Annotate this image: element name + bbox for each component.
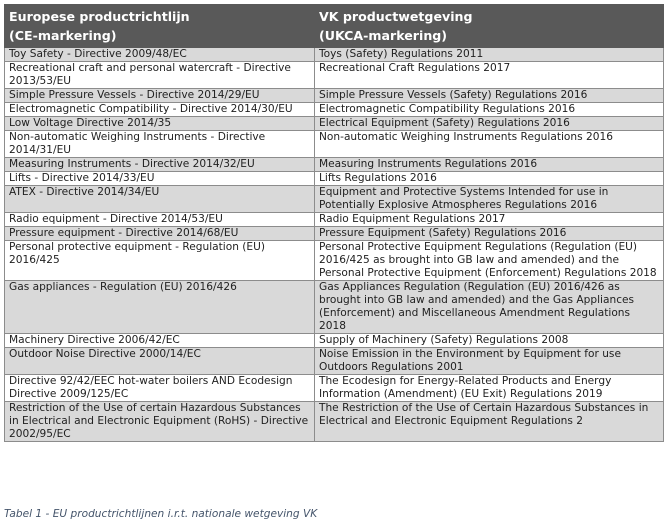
header-eu-line1: Europese productrichtlijn	[9, 9, 190, 24]
eu-cell: Simple Pressure Vessels - Directive 2014/29/EU	[5, 89, 315, 103]
uk-cell: Pressure Equipment (Safety) Regulations 2016	[315, 227, 664, 241]
eu-cell: Gas appliances - Regulation (EU) 2016/426	[5, 281, 315, 334]
table-caption: Tabel 1 - EU productrichtlijnen i.r.t. nationale wetgeving VK	[4, 508, 318, 520]
table-row	[5, 348, 664, 375]
uk-cell: The Restriction of the Use of Certain Hazardous Substances in Electrical and Electronic Equipment Regulations 2	[315, 402, 664, 442]
uk-cell: Simple Pressure Vessels (Safety) Regulations 2016	[315, 89, 664, 103]
table-row	[5, 402, 664, 442]
table-row	[5, 172, 664, 186]
table-row	[5, 117, 664, 131]
uk-cell: Recreational Craft Regulations 2017	[315, 62, 664, 89]
regulations-table	[4, 4, 664, 442]
eu-cell: Directive 92/42/EEC hot-water boilers AND Ecodesign Directive 2009/125/EC	[5, 375, 315, 402]
uk-cell: Lifts Regulations 2016	[315, 172, 664, 186]
table-row	[5, 281, 664, 334]
table-row	[5, 227, 664, 241]
table-row	[5, 131, 664, 158]
uk-cell: The Ecodesign for Energy-Related Products and Energy Information (Amendment) (EU Exit) Regulations 2019	[315, 375, 664, 402]
eu-cell: Non-automatic Weighing Instruments - Directive 2014/31/EU	[5, 131, 315, 158]
uk-cell: Electrical Equipment (Safety) Regulations 2016	[315, 117, 664, 131]
uk-cell: Electromagnetic Compatibility Regulations 2016	[315, 103, 664, 117]
eu-cell: Lifts - Directive 2014/33/EU	[5, 172, 315, 186]
header-uk-legislation	[315, 5, 664, 48]
uk-cell: Personal Protective Equipment Regulations (Regulation (EU) 2016/425 as brought into GB law and amended) and the Personal Protective Equipment (Enforcement) Regulations 2018	[315, 241, 664, 281]
table-row	[5, 375, 664, 402]
table-row	[5, 334, 664, 348]
eu-cell: Outdoor Noise Directive 2000/14/EC	[5, 348, 315, 375]
uk-cell: Gas Appliances Regulation (Regulation (EU) 2016/426 as brought into GB law and amended) and the Gas Appliances (Enforcement) and Miscellaneous Amendment Regulations 2018	[315, 281, 664, 334]
uk-cell: Non-automatic Weighing Instruments Regulations 2016	[315, 131, 664, 158]
header-eu-directive	[5, 5, 315, 48]
header-uk-line1: VK productwetgeving	[319, 9, 473, 24]
eu-cell: Personal protective equipment - Regulation (EU) 2016/425	[5, 241, 315, 281]
eu-cell: Radio equipment - Directive 2014/53/EU	[5, 213, 315, 227]
header-eu-line2: (CE-markering)	[9, 28, 117, 43]
table-row	[5, 89, 664, 103]
eu-cell: Low Voltage Directive 2014/35	[5, 117, 315, 131]
uk-cell: Supply of Machinery (Safety) Regulations 2008	[315, 334, 664, 348]
table-row	[5, 62, 664, 89]
eu-cell: Pressure equipment - Directive 2014/68/EU	[5, 227, 315, 241]
table-row	[5, 241, 664, 281]
uk-cell: Measuring Instruments Regulations 2016	[315, 158, 664, 172]
header-uk-line2: (UKCA-markering)	[319, 28, 448, 43]
uk-cell: Radio Equipment Regulations 2017	[315, 213, 664, 227]
eu-cell: Measuring Instruments - Directive 2014/32/EU	[5, 158, 315, 172]
uk-cell: Equipment and Protective Systems Intended for use in Potentially Explosive Atmospheres Regulations 2016	[315, 186, 664, 213]
uk-cell: Toys (Safety) Regulations 2011	[315, 48, 664, 62]
table-row	[5, 103, 664, 117]
table-row	[5, 158, 664, 172]
table-header-row	[5, 5, 664, 48]
table-row	[5, 186, 664, 213]
eu-cell: Machinery Directive 2006/42/EC	[5, 334, 315, 348]
eu-cell: ATEX - Directive 2014/34/EU	[5, 186, 315, 213]
table-row	[5, 48, 664, 62]
uk-cell: Noise Emission in the Environment by Equipment for use Outdoors Regulations 2001	[315, 348, 664, 375]
eu-cell: Restriction of the Use of certain Hazardous Substances in Electrical and Electronic Equipment (RoHS) - Directive 2002/95/EC	[5, 402, 315, 442]
eu-cell: Recreational craft and personal watercraft - Directive 2013/53/EU	[5, 62, 315, 89]
eu-cell: Electromagnetic Compatibility - Directive 2014/30/EU	[5, 103, 315, 117]
table-row	[5, 213, 664, 227]
eu-cell: Toy Safety - Directive 2009/48/EC	[5, 48, 315, 62]
